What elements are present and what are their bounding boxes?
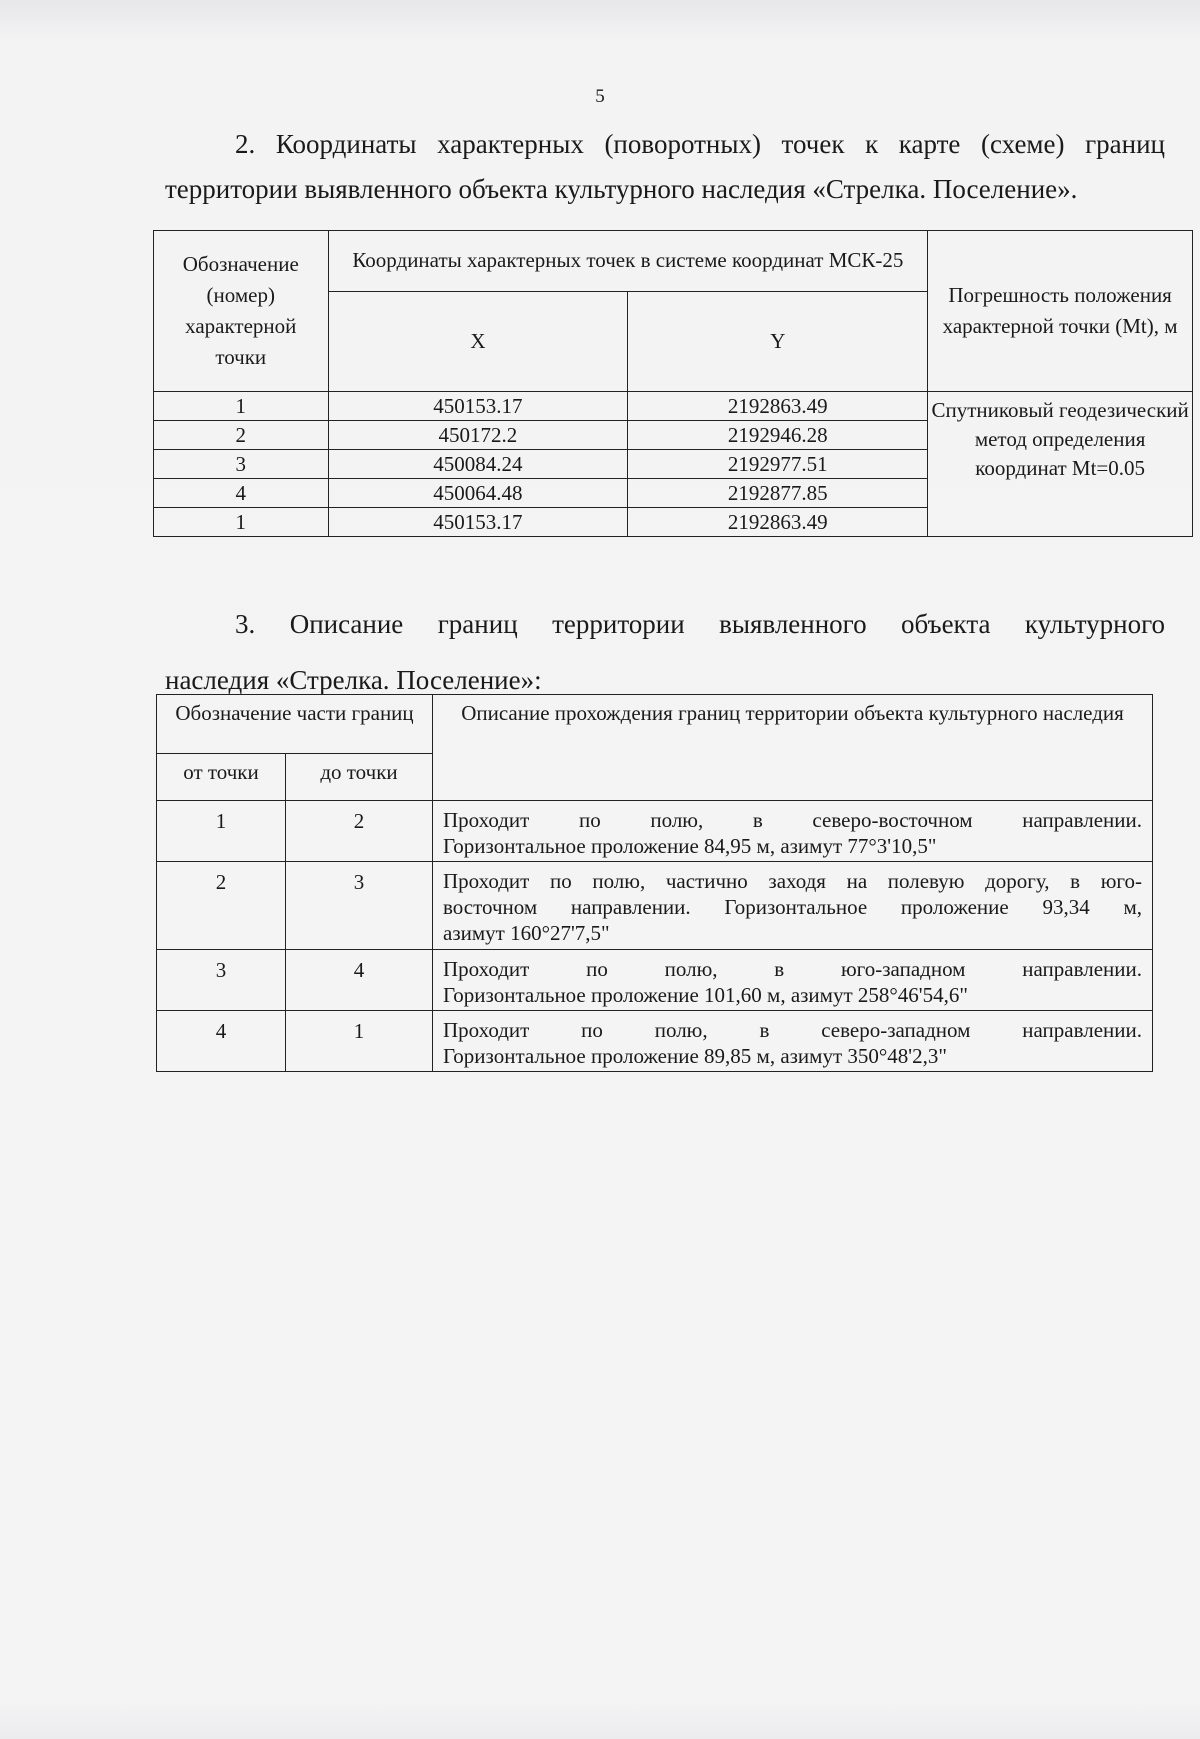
boundary-description bbox=[433, 862, 1153, 950]
description-line: восточном направлении. Горизонтальное проложение 93,34 м, bbox=[443, 895, 1142, 919]
point-number: 1 bbox=[154, 508, 329, 537]
header-point-number: Обозначение (номер) характерной точки bbox=[154, 231, 329, 392]
boundary-description-table bbox=[156, 694, 1153, 1072]
coord-x: 450153.17 bbox=[328, 508, 628, 537]
header-description: Описание прохождения границ территории объекта культурного наследия bbox=[433, 695, 1153, 801]
coord-y: 2192977.51 bbox=[628, 450, 928, 479]
description-line: Проходит по полю, в северо-восточном направлении. bbox=[443, 808, 1142, 832]
header-y: Y bbox=[628, 291, 928, 391]
boundary-description bbox=[433, 1011, 1153, 1072]
boundary-description bbox=[433, 950, 1153, 1011]
coord-x: 450153.17 bbox=[328, 392, 628, 421]
table-row bbox=[157, 862, 1153, 950]
table-row bbox=[154, 392, 1193, 421]
coord-x: 450172.2 bbox=[328, 421, 628, 450]
header-from-point: от точки bbox=[157, 754, 286, 801]
coord-y: 2192946.28 bbox=[628, 421, 928, 450]
coord-y: 2192863.49 bbox=[628, 508, 928, 537]
header-x: X bbox=[328, 291, 628, 391]
section-3-heading bbox=[165, 596, 1165, 708]
to-point: 2 bbox=[286, 801, 433, 862]
description-line: Горизонтальное проложение 84,95 м, азимут 77°3'10,5" bbox=[443, 834, 937, 858]
to-point: 4 bbox=[286, 950, 433, 1011]
header-coordinates: Координаты характерных точек в системе координат МСК-25 bbox=[328, 231, 928, 292]
error-note: Спутниковый геодезический метод определения координат Mt=0.05 bbox=[928, 392, 1193, 537]
point-number: 3 bbox=[154, 450, 329, 479]
section-3-line-1: 3. Описание границ территории выявленного объекта культурного bbox=[235, 609, 1165, 639]
from-point: 2 bbox=[157, 862, 286, 950]
point-number: 1 bbox=[154, 392, 329, 421]
section-2-line-1: 2. Координаты характерных (поворотных) точек к карте (схеме) границ bbox=[235, 129, 1165, 159]
coord-x: 450064.48 bbox=[328, 479, 628, 508]
description-line: азимут 160°27'7,5" bbox=[443, 921, 610, 945]
description-line: Проходит по полю, в северо-западном направлении. bbox=[443, 1018, 1142, 1042]
to-point: 1 bbox=[286, 1011, 433, 1072]
header-boundary-part: Обозначение части границ bbox=[157, 695, 433, 754]
from-point: 3 bbox=[157, 950, 286, 1011]
table-row bbox=[157, 950, 1153, 1011]
section-2-line-2: территории выявленного объекта культурного наследия «Стрелка. Поселение». bbox=[165, 174, 1078, 204]
header-error: Погрешность положения характерной точки (Mt), м bbox=[928, 231, 1193, 392]
description-line: Горизонтальное проложение 89,85 м, азимут 350°48'2,3" bbox=[443, 1044, 947, 1068]
from-point: 4 bbox=[157, 1011, 286, 1072]
table-row bbox=[157, 801, 1153, 862]
description-line: Проходит по полю, частично заходя на полевую дорогу, в юго- bbox=[443, 869, 1142, 893]
description-line: Проходит по полю, в юго-западном направлении. bbox=[443, 957, 1142, 981]
header-to-point: до точки bbox=[286, 754, 433, 801]
coord-y: 2192863.49 bbox=[628, 392, 928, 421]
section-3-line-2: наследия «Стрелка. Поселение»: bbox=[165, 665, 542, 695]
section-2-heading bbox=[165, 122, 1165, 212]
coord-x: 450084.24 bbox=[328, 450, 628, 479]
to-point: 3 bbox=[286, 862, 433, 950]
boundary-description bbox=[433, 801, 1153, 862]
coord-y: 2192877.85 bbox=[628, 479, 928, 508]
point-number: 2 bbox=[154, 421, 329, 450]
table-row bbox=[157, 1011, 1153, 1072]
page-number: 5 bbox=[595, 86, 605, 107]
from-point: 1 bbox=[157, 801, 286, 862]
point-number: 4 bbox=[154, 479, 329, 508]
description-line: Горизонтальное проложение 101,60 м, азимут 258°46'54,6" bbox=[443, 983, 968, 1007]
coordinates-table bbox=[153, 230, 1193, 537]
